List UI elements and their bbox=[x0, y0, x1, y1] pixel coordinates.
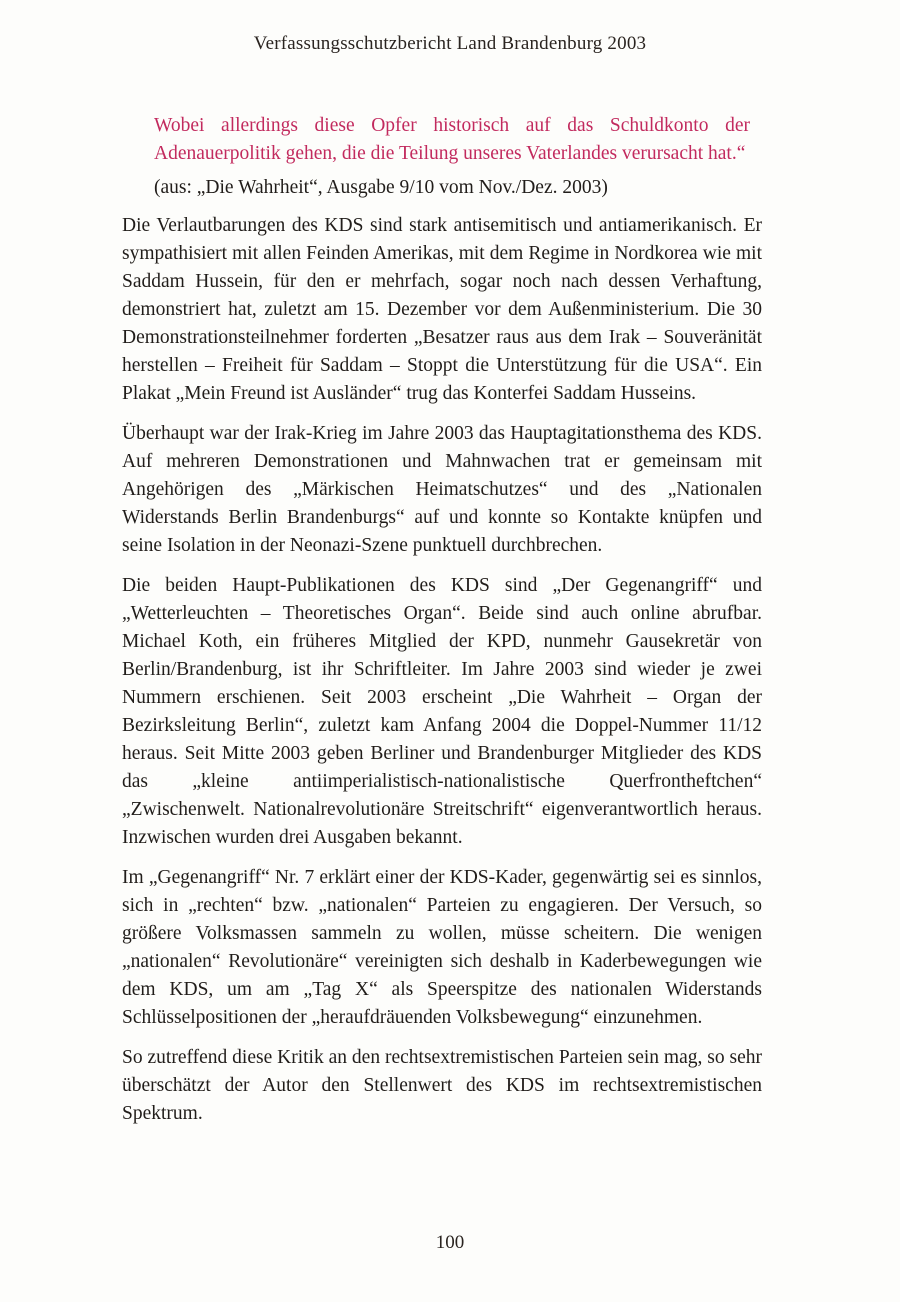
body-paragraph: Die Verlautbarungen des KDS sind stark antisemitisch und antiamerikanisch. Er sympathisiert mit allen Feinden Amerikas, mit dem Regime in Nordkorea wie mit Saddam Hussein, für den er mehrfach, sogar noch nach dessen Verhaftung, demonstriert hat, zuletzt am 15. Dezember vor dem Außenministerium. Die 30 Demonstrationsteilnehmer forderten „Besatzer raus aus dem Irak – Souveränität herstellen – Freiheit für Saddam – Stoppt die Unterstützung für die USA“. Ein Plakat „Mein Freund ist Ausländer“ trug das Konterfei Saddam Husseins. bbox=[122, 215, 762, 404]
body-paragraph: So zutreffend diese Kritik an den rechtsextremistischen Parteien sein mag, so sehr überschätzt der Autor den Stellenwert des KDS im rechtsextremistischen Spektrum. bbox=[122, 1047, 762, 1124]
running-header: Verfassungsschutzbericht Land Brandenburg 2003 bbox=[253, 33, 647, 54]
body-paragraph: Die beiden Haupt-Publikationen des KDS sind „Der Gegenangriff“ und „Wetterleuchten – Theoretisches Organ“. Beide sind auch online abrufbar. Michael Koth, ein früheres Mitglied der KPD, nunmehr Gausekretär von Berlin/Brandenburg, ist ihr Schriftleiter. Im Jahre 2003 sind wieder je zwei Nummern erschienen. Seit 2003 erscheint „Die Wahrheit – Organ der Bezirksleitung Berlin“, zuletzt kam Anfang 2004 die Doppel-Nummer 11/12 heraus. Seit Mitte 2003 geben Berliner und Brandenburger Mitglieder des KDS das „kleine antiimperialistisch-nationalistische Querfrontheftchen“ „Zwischenwelt. Nationalrevolutionäre Streitschrift“ eigenverantwortlich heraus. Inzwischen wurden drei Ausgaben bekannt. bbox=[122, 575, 762, 848]
page-number: 100 bbox=[435, 1232, 465, 1253]
page-content bbox=[122, 112, 762, 1128]
quote-attribution: (aus: „Die Wahrheit“, Ausgabe 9/10 vom Nov./Dez. 2003) bbox=[154, 177, 608, 198]
body-paragraph: Überhaupt war der Irak-Krieg im Jahre 2003 das Hauptagitationsthema des KDS. Auf mehreren Demonstrationen und Mahnwachen trat er gemeinsam mit Angehörigen des „Märkischen Heimatschutzes“ und des „Nationalen Widerstands Berlin Brandenburgs“ auf und konnte so Kontakte knüpfen und seine Isolation in der Neonazi-Szene punktuell durchbrechen. bbox=[122, 423, 762, 556]
body-paragraph: Im „Gegenangriff“ Nr. 7 erklärt einer der KDS-Kader, gegenwärtig sei es sinnlos, sich in „rechten“ bzw. „nationalen“ Parteien zu engagieren. Der Versuch, so größere Volksmassen sammeln zu wollen, müsse scheitern. Die wenigen „nationalen“ Revolutionäre“ vereinigten sich deshalb in Kaderbewegungen wie dem KDS, um am „Tag X“ als Speerspitze des nationalen Widerstands Schlüsselpositionen der „heraufdräuenden Volksbewegung“ einzunehmen. bbox=[122, 867, 762, 1028]
pull-quote: Wobei allerdings diese Opfer historisch auf das Schuldkonto der Adenauerpolitik gehen, die die Teilung unseres Vaterlandes verursacht hat.“ bbox=[154, 115, 750, 164]
